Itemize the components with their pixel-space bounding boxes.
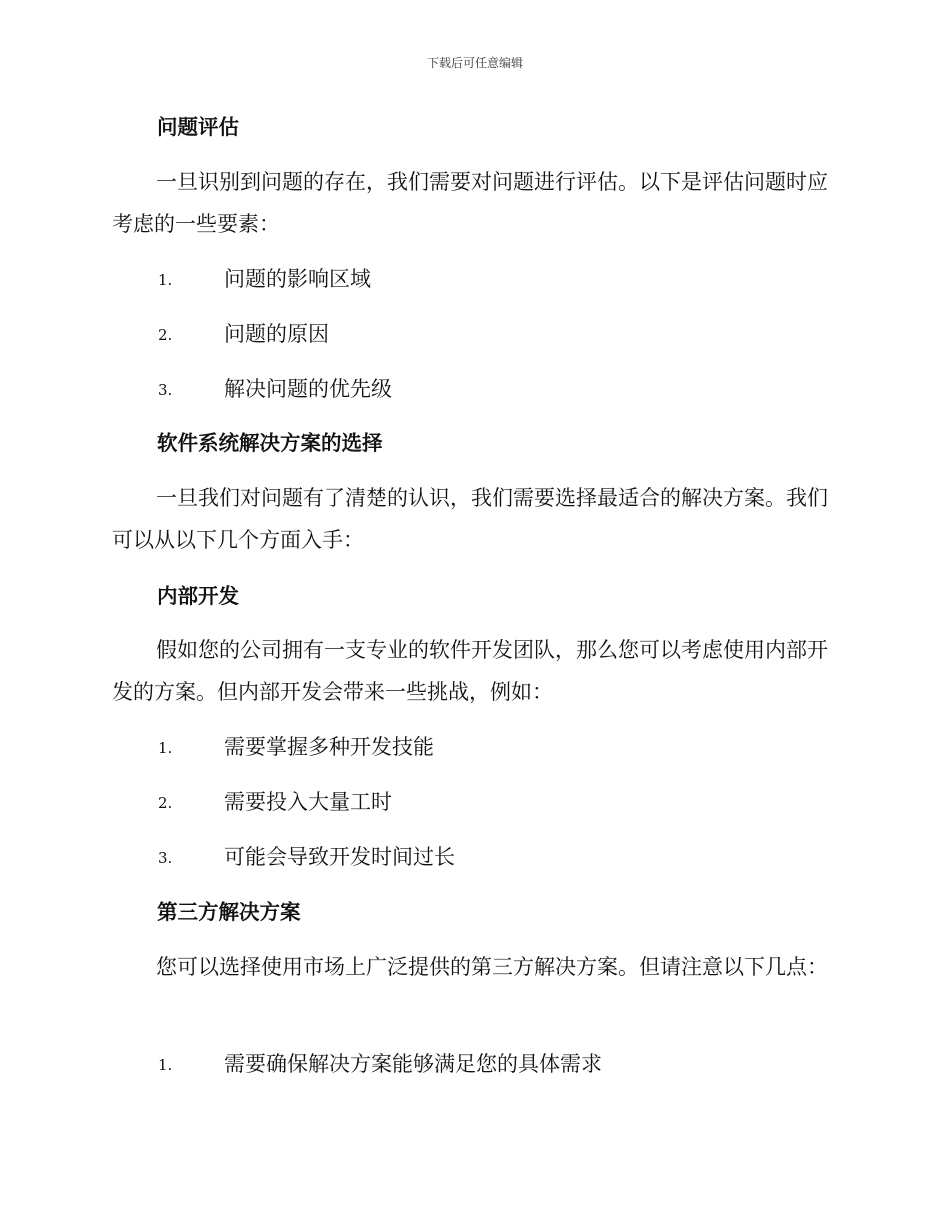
list-item-number: 3. <box>158 381 173 399</box>
section-heading: 第三方解决方案 <box>157 900 301 924</box>
section-heading: 软件系统解决方案的选择 <box>157 431 383 455</box>
list-item: 问题的原因 <box>224 322 329 346</box>
list-item-number: 3. <box>158 849 173 867</box>
section-heading: 内部开发 <box>157 584 239 608</box>
paragraph: 一旦我们对问题有了清楚的认识，我们需要选择最适合的解决方案。我们可以从以下几个方面入手： <box>112 486 828 552</box>
list-item-number: 1. <box>158 1056 173 1074</box>
list-item: 需要投入大量工时 <box>224 790 392 814</box>
list-item-number: 1. <box>158 271 173 289</box>
paragraph: 您可以选择使用市场上广泛提供的第三方解决方案。但请注意以下几点： <box>156 955 828 979</box>
page-header: 下载后可任意编辑 <box>426 56 523 70</box>
list-item-number: 2. <box>158 794 173 812</box>
list-item: 可能会导致开发时间过长 <box>224 845 455 869</box>
section-heading: 问题评估 <box>157 115 239 139</box>
list-item: 需要掌握多种开发技能 <box>224 735 434 759</box>
list-item-number: 1. <box>158 739 173 757</box>
list-item: 需要确保解决方案能够满足您的具体需求 <box>224 1052 602 1076</box>
list-item: 解决问题的优先级 <box>224 377 392 401</box>
paragraph: 假如您的公司拥有一支专业的软件开发团队，那么您可以考虑使用内部开发的方案。但内部开发会带来一些挑战，例如： <box>112 638 828 704</box>
paragraph: 一旦识别到问题的存在，我们需要对问题进行评估。以下是评估问题时应考虑的一些要素： <box>112 170 828 236</box>
list-item: 问题的影响区域 <box>224 267 371 291</box>
list-item-number: 2. <box>158 326 173 344</box>
